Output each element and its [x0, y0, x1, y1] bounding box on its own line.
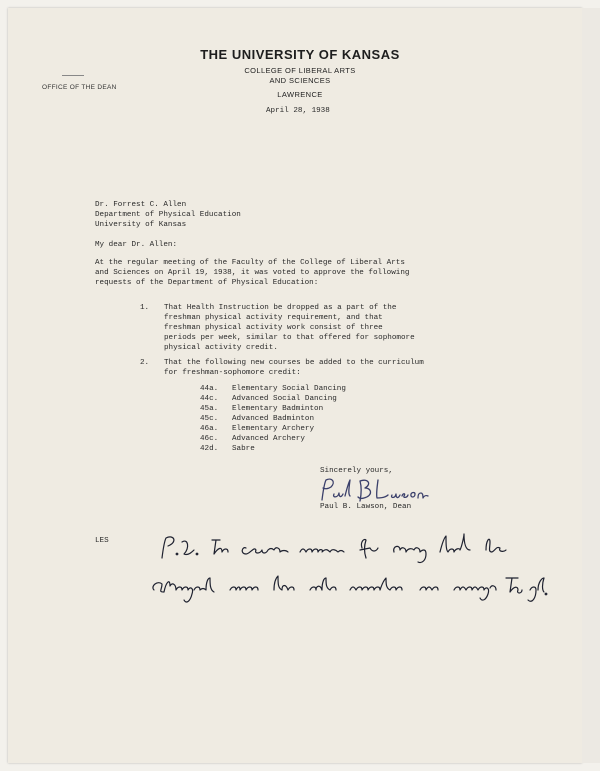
letterhead-college-2: AND SCIENCES: [269, 76, 331, 85]
course-code: 44c.: [200, 395, 219, 403]
course-name: Elementary Archery: [232, 425, 315, 433]
course-name: Advanced Social Dancing: [232, 395, 337, 403]
course-name: Advanced Archery: [232, 435, 305, 443]
course-code: 45a.: [200, 405, 219, 413]
intro-line: requests of the Department of Physical Education:: [95, 279, 319, 287]
course-code: 46c.: [200, 435, 219, 443]
item-line: physical activity credit.: [164, 344, 278, 352]
salutation: My dear Dr. Allen:: [95, 241, 178, 249]
letterhead-city: LAWRENCE: [277, 90, 323, 99]
course-name: Advanced Badminton: [232, 415, 315, 423]
course-name: Elementary Badminton: [232, 405, 324, 413]
course-code: 45c.: [200, 415, 219, 423]
letter-date: April 28, 1938: [266, 107, 330, 115]
page-edge: [582, 8, 600, 763]
handwritten-postscript: [150, 528, 550, 608]
intro-line: and Sciences on April 19, 1938, it was voted to approve the following: [95, 269, 410, 277]
intro-line: At the regular meeting of the Faculty of the College of Liberal Arts: [95, 259, 405, 267]
signer-name: Paul B. Lawson, Dean: [320, 503, 412, 511]
item-line: periods per week, similar to that offered for sophomore: [164, 334, 415, 342]
course-name: Elementary Social Dancing: [232, 385, 346, 393]
office-of-dean: OFFICE OF THE DEAN: [42, 84, 117, 91]
item-number: 2.: [140, 359, 150, 367]
pencil-mark: [62, 75, 84, 76]
recipient-dept: Department of Physical Education: [95, 211, 241, 219]
item-line: freshman physical activity work consist of three: [164, 324, 383, 332]
course-name: Sabre: [232, 445, 255, 453]
item-line: freshman physical activity requirement, and that: [164, 314, 383, 322]
closing: Sincerely yours,: [320, 467, 393, 475]
item-line: That Health Instruction be dropped as a part of the: [164, 304, 397, 312]
course-code: 44a.: [200, 385, 219, 393]
item-line: That the following new courses be added to the curriculum: [164, 359, 424, 367]
recipient-univ: University of Kansas: [95, 221, 187, 229]
course-code: 46a.: [200, 425, 219, 433]
item-line: for freshman-sophomore credit:: [164, 369, 301, 377]
item-number: 1.: [140, 304, 150, 312]
course-code: 42d.: [200, 445, 219, 453]
typist-initials: LES: [95, 537, 109, 545]
recipient-name: Dr. Forrest C. Allen: [95, 201, 187, 209]
letterhead-title: THE UNIVERSITY OF KANSAS: [200, 47, 400, 62]
letterhead-college: COLLEGE OF LIBERAL ARTS: [244, 66, 356, 75]
